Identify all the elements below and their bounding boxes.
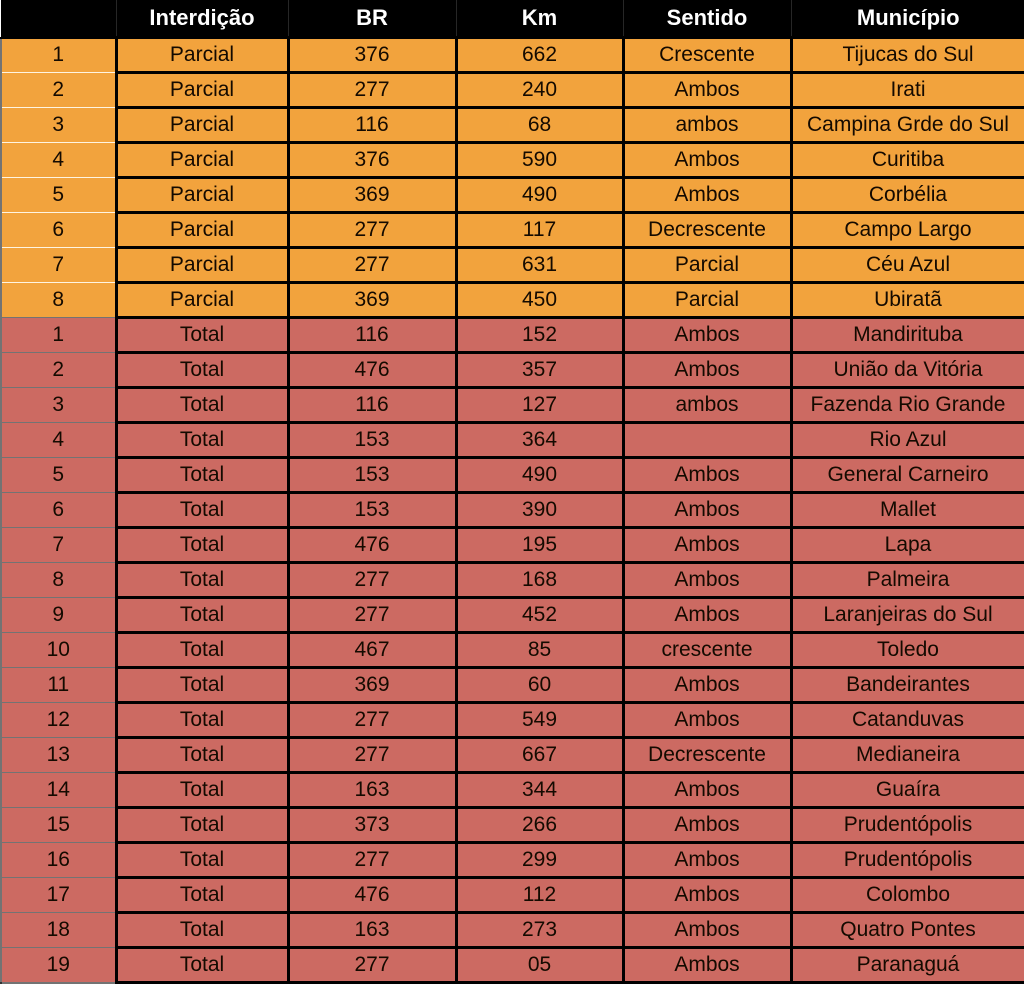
table-cell: Ambos <box>623 878 791 913</box>
table-row <box>1 913 1024 948</box>
table-cell: Total <box>116 703 288 738</box>
table-cell: Bandeirantes <box>791 668 1024 703</box>
row-number-cell: 7 <box>1 248 116 283</box>
table-cell: Parcial <box>623 283 791 318</box>
table-cell: Total <box>116 458 288 493</box>
row-number-cell: 16 <box>1 843 116 878</box>
table-cell: Prudentópolis <box>791 843 1024 878</box>
table-cell: 476 <box>288 528 456 563</box>
table-row <box>1 423 1024 458</box>
column-header: Sentido <box>623 0 791 38</box>
table-row <box>1 493 1024 528</box>
row-number-cell: 7 <box>1 528 116 563</box>
column-header: Município <box>791 0 1024 38</box>
table-cell: 163 <box>288 913 456 948</box>
table-cell: 490 <box>456 458 623 493</box>
table-cell: Ambos <box>623 528 791 563</box>
table-cell: Ambos <box>623 563 791 598</box>
table-cell: Parcial <box>116 143 288 178</box>
table-cell: 376 <box>288 143 456 178</box>
table-cell: 344 <box>456 773 623 808</box>
table-cell: Corbélia <box>791 178 1024 213</box>
row-number-cell: 12 <box>1 703 116 738</box>
table-cell: Curitiba <box>791 143 1024 178</box>
table-cell: Parcial <box>116 178 288 213</box>
table-cell: 277 <box>288 598 456 633</box>
table-cell: 60 <box>456 668 623 703</box>
table-cell: Ambos <box>623 843 791 878</box>
table-cell: 369 <box>288 178 456 213</box>
table-cell: Ambos <box>623 493 791 528</box>
row-number-cell: 13 <box>1 738 116 773</box>
table-cell: Total <box>116 668 288 703</box>
table-cell: Total <box>116 738 288 773</box>
table-cell: 116 <box>288 388 456 423</box>
table-cell: Ambos <box>623 458 791 493</box>
table-cell: Irati <box>791 73 1024 108</box>
table-cell: Total <box>116 493 288 528</box>
table-cell: crescente <box>623 633 791 668</box>
table-cell: Total <box>116 528 288 563</box>
table-cell: Total <box>116 563 288 598</box>
table-cell: Palmeira <box>791 563 1024 598</box>
table-cell: 376 <box>288 38 456 73</box>
table-cell: Toledo <box>791 633 1024 668</box>
table-cell: 277 <box>288 563 456 598</box>
table-cell: Parcial <box>116 213 288 248</box>
table-cell: Ambos <box>623 808 791 843</box>
table-cell: Ambos <box>623 913 791 948</box>
table-cell: Ambos <box>623 668 791 703</box>
table-cell: 277 <box>288 703 456 738</box>
table-cell: Parcial <box>116 248 288 283</box>
column-header: Km <box>456 0 623 38</box>
table-row <box>1 143 1024 178</box>
table-cell: Total <box>116 633 288 668</box>
table-row <box>1 948 1024 983</box>
table-cell: Ambos <box>623 73 791 108</box>
table-row <box>1 388 1024 423</box>
table-cell: 05 <box>456 948 623 983</box>
row-number-cell: 10 <box>1 633 116 668</box>
table-cell: 662 <box>456 38 623 73</box>
table-cell: 452 <box>456 598 623 633</box>
table-cell: 369 <box>288 283 456 318</box>
table-cell: 476 <box>288 878 456 913</box>
table-cell: 631 <box>456 248 623 283</box>
table-row <box>1 808 1024 843</box>
row-number-cell: 5 <box>1 458 116 493</box>
table-cell: 195 <box>456 528 623 563</box>
table-cell: Ambos <box>623 773 791 808</box>
table-cell: 85 <box>456 633 623 668</box>
table-row <box>1 38 1024 73</box>
row-number-cell: 8 <box>1 563 116 598</box>
table-row <box>1 598 1024 633</box>
table-cell: 168 <box>456 563 623 598</box>
table-cell: 450 <box>456 283 623 318</box>
table-cell: Total <box>116 318 288 353</box>
table-cell: Tijucas do Sul <box>791 38 1024 73</box>
table-row <box>1 528 1024 563</box>
table-cell: Ubiratã <box>791 283 1024 318</box>
table-cell: Laranjeiras do Sul <box>791 598 1024 633</box>
table-cell: 116 <box>288 108 456 143</box>
row-number-cell: 3 <box>1 388 116 423</box>
table-cell: Mandirituba <box>791 318 1024 353</box>
column-header <box>1 0 116 38</box>
table-cell: 152 <box>456 318 623 353</box>
table-cell: 116 <box>288 318 456 353</box>
table-row <box>1 213 1024 248</box>
table-cell: 299 <box>456 843 623 878</box>
table-cell: Total <box>116 598 288 633</box>
table-cell: 277 <box>288 213 456 248</box>
table-cell: 369 <box>288 668 456 703</box>
table-row <box>1 318 1024 353</box>
table-cell: 357 <box>456 353 623 388</box>
table-cell: Ambos <box>623 318 791 353</box>
table-cell: 277 <box>288 843 456 878</box>
table-body <box>1 38 1024 983</box>
row-number-cell: 2 <box>1 73 116 108</box>
table-cell: 476 <box>288 353 456 388</box>
table-cell: Catanduvas <box>791 703 1024 738</box>
table-cell: Ambos <box>623 948 791 983</box>
table-row <box>1 738 1024 773</box>
table-cell: Parcial <box>116 283 288 318</box>
table-cell: Céu Azul <box>791 248 1024 283</box>
table-cell: Total <box>116 913 288 948</box>
table-cell: 163 <box>288 773 456 808</box>
column-header: BR <box>288 0 456 38</box>
table-cell: ambos <box>623 388 791 423</box>
table-cell: 277 <box>288 738 456 773</box>
row-number-cell: 4 <box>1 423 116 458</box>
table-row <box>1 353 1024 388</box>
table-cell: Total <box>116 388 288 423</box>
table-row <box>1 458 1024 493</box>
table-cell: Campina Grde do Sul <box>791 108 1024 143</box>
table-cell: 127 <box>456 388 623 423</box>
table-cell: 373 <box>288 808 456 843</box>
table-cell: 549 <box>456 703 623 738</box>
table-cell: Prudentópolis <box>791 808 1024 843</box>
table-cell: Medianeira <box>791 738 1024 773</box>
table-cell: 364 <box>456 423 623 458</box>
table-cell: Decrescente <box>623 738 791 773</box>
table-row <box>1 878 1024 913</box>
table-cell: Quatro Pontes <box>791 913 1024 948</box>
table-cell: Crescente <box>623 38 791 73</box>
table-cell: Total <box>116 773 288 808</box>
table-cell: Ambos <box>623 598 791 633</box>
row-number-cell: 6 <box>1 493 116 528</box>
table-cell: 273 <box>456 913 623 948</box>
table-row <box>1 668 1024 703</box>
table-cell: 117 <box>456 213 623 248</box>
table-cell: Ambos <box>623 703 791 738</box>
table-cell: Ambos <box>623 143 791 178</box>
table-cell <box>623 423 791 458</box>
table-row <box>1 248 1024 283</box>
table-cell: 490 <box>456 178 623 213</box>
table-cell: Mallet <box>791 493 1024 528</box>
row-number-cell: 2 <box>1 353 116 388</box>
row-number-cell: 4 <box>1 143 116 178</box>
row-number-cell: 8 <box>1 283 116 318</box>
table-cell: Campo Largo <box>791 213 1024 248</box>
table-row <box>1 283 1024 318</box>
table-cell: Parcial <box>623 248 791 283</box>
table-cell: 153 <box>288 458 456 493</box>
table-row <box>1 73 1024 108</box>
table-cell: 277 <box>288 948 456 983</box>
table-row <box>1 633 1024 668</box>
row-number-cell: 1 <box>1 318 116 353</box>
table-cell: Paranaguá <box>791 948 1024 983</box>
table-cell: 590 <box>456 143 623 178</box>
table-cell: União da Vitória <box>791 353 1024 388</box>
table-cell: 390 <box>456 493 623 528</box>
table-cell: 266 <box>456 808 623 843</box>
table-cell: 112 <box>456 878 623 913</box>
table-cell: Total <box>116 423 288 458</box>
table-cell: 240 <box>456 73 623 108</box>
table-cell: Total <box>116 843 288 878</box>
row-number-cell: 14 <box>1 773 116 808</box>
table-row <box>1 773 1024 808</box>
table-cell: 153 <box>288 423 456 458</box>
table-cell: Total <box>116 878 288 913</box>
row-number-cell: 15 <box>1 808 116 843</box>
row-number-cell: 11 <box>1 668 116 703</box>
row-number-cell: 3 <box>1 108 116 143</box>
table-cell: Rio Azul <box>791 423 1024 458</box>
table-cell: Parcial <box>116 73 288 108</box>
row-number-cell: 6 <box>1 213 116 248</box>
table-cell: Ambos <box>623 353 791 388</box>
row-number-cell: 19 <box>1 948 116 983</box>
table-row <box>1 703 1024 738</box>
header-row <box>1 0 1024 38</box>
table-row <box>1 843 1024 878</box>
table-row <box>1 108 1024 143</box>
row-number-cell: 17 <box>1 878 116 913</box>
table-cell: Guaíra <box>791 773 1024 808</box>
table-cell: Total <box>116 948 288 983</box>
table-cell: 277 <box>288 248 456 283</box>
row-number-cell: 9 <box>1 598 116 633</box>
table-cell: Parcial <box>116 108 288 143</box>
table-cell: 467 <box>288 633 456 668</box>
table-cell: 68 <box>456 108 623 143</box>
table-cell: Total <box>116 353 288 388</box>
row-number-cell: 1 <box>1 38 116 73</box>
table-cell: Total <box>116 808 288 843</box>
table-cell: Ambos <box>623 178 791 213</box>
table-cell: 153 <box>288 493 456 528</box>
table-cell: General Carneiro <box>791 458 1024 493</box>
table-cell: Lapa <box>791 528 1024 563</box>
table-cell: 667 <box>456 738 623 773</box>
table-cell: ambos <box>623 108 791 143</box>
table-cell: Colombo <box>791 878 1024 913</box>
table-cell: Fazenda Rio Grande <box>791 388 1024 423</box>
table-row <box>1 178 1024 213</box>
table-cell: 277 <box>288 73 456 108</box>
row-number-cell: 18 <box>1 913 116 948</box>
table-row <box>1 563 1024 598</box>
table-cell: Parcial <box>116 38 288 73</box>
column-header: Interdição <box>116 0 288 38</box>
table-cell: Decrescente <box>623 213 791 248</box>
row-number-cell: 5 <box>1 178 116 213</box>
